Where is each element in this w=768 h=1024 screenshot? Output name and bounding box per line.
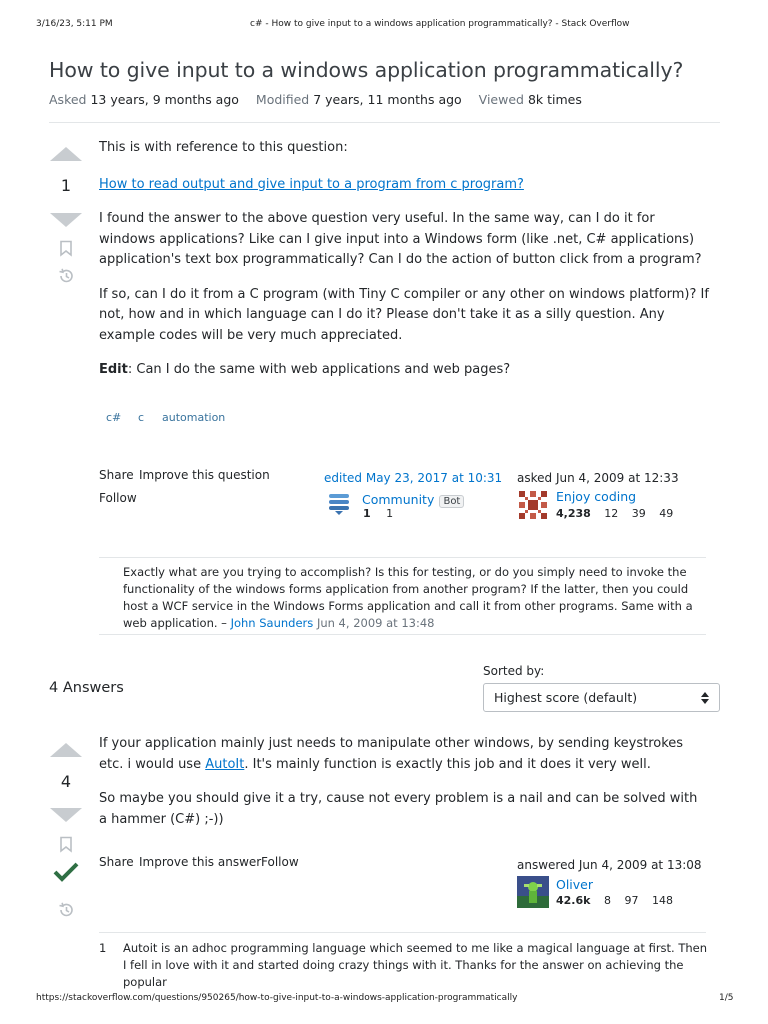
editor-name-link[interactable]: Community xyxy=(362,492,435,507)
print-page-number: 1/5 xyxy=(719,993,734,1003)
history-icon[interactable] xyxy=(57,267,75,285)
autoit-link[interactable]: AutoIt xyxy=(205,756,245,772)
answer-upvote-arrow-icon[interactable] xyxy=(50,743,82,757)
sort-selected-value: Highest score (default) xyxy=(494,690,638,705)
asker-silver-count: 39 xyxy=(631,507,646,520)
answer-text: . It's mainly function is exactly this job and it does it very well. xyxy=(244,756,651,772)
editor-reputation xyxy=(363,507,393,520)
question-title[interactable]: How to give input to a windows application programmatically? xyxy=(49,58,684,82)
answers-count: 4 Answers xyxy=(49,680,124,696)
answer-comment: Autoit is an adhoc programming language which seemed to me like a magical language at first. Then I fell in love with it and started doing crazy things with it. Thanks for the answer on achieving the popular xyxy=(123,941,708,989)
answerer-rep-score: 42.6k xyxy=(556,894,591,907)
referenced-question-link[interactable]: How to read output and give input to a program from c program? xyxy=(99,176,524,192)
question-edit-note xyxy=(99,360,714,381)
question-paragraph: If so, can I do it from a C program (with Tiny C compiler or any other on windows platform)? If not, how and in which language can I do it? Please don't take it as a silly question. Any example codes will be very much appreciated. xyxy=(99,286,709,343)
print-url: https://stackoverflow.com/questions/950265/how-to-give-input-to-a-windows-application-programmatically xyxy=(36,993,518,1003)
answerer-silver-count: 97 xyxy=(624,894,639,907)
downvote-arrow-icon[interactable] xyxy=(50,213,82,227)
answer-history-icon[interactable] xyxy=(57,901,75,919)
question-paragraph: This is with reference to this question: xyxy=(99,140,348,155)
answerer-name-link[interactable]: Oliver xyxy=(556,877,594,892)
print-page-title: c# - How to give input to a windows application programmatically? - Stack Overflow xyxy=(250,19,630,29)
comment-author-link[interactable]: John Saunders xyxy=(230,616,314,630)
answerer-gold-count: 8 xyxy=(603,894,611,907)
accepted-checkmark-icon xyxy=(53,861,79,883)
viewed-value: 8k times xyxy=(527,92,582,107)
asked-timestamp: asked Jun 4, 2009 at 12:33 xyxy=(517,471,679,485)
viewed-label: Viewed xyxy=(478,92,524,107)
follow-link[interactable]: Follow xyxy=(99,491,137,505)
edit-label: Edit xyxy=(99,362,128,377)
asker-gold-count: 12 xyxy=(604,507,619,520)
comment-date: Jun 4, 2009 at 13:48 xyxy=(316,616,435,630)
improve-question-link[interactable]: Improve this question xyxy=(139,468,270,482)
print-datetime: 3/16/23, 5:11 PM xyxy=(36,19,113,29)
answer-vote-count: 4 xyxy=(60,772,72,791)
answer-paragraph xyxy=(99,734,709,775)
answerer-reputation xyxy=(556,894,673,907)
sort-select[interactable] xyxy=(483,683,720,712)
edit-text: : Can I do the same with web applications and web pages? xyxy=(127,362,511,377)
modified-label: Modified xyxy=(255,92,310,107)
comment-text: Exactly what are you trying to accomplish? Is this for testing, or do you simply need to invoke the functionality of the windows forms application from another program? If the latter, then you could host a WCF service in the Windows Forms application and call it from other programs. Same with a web application. – xyxy=(123,565,693,630)
answer-follow-link[interactable]: Follow xyxy=(261,855,299,869)
answer-downvote-arrow-icon[interactable] xyxy=(50,808,82,822)
answer-share-link[interactable]: Share xyxy=(99,855,134,869)
upvote-arrow-icon[interactable] xyxy=(50,147,82,161)
edited-timestamp[interactable]: edited May 23, 2017 at 10:31 xyxy=(324,471,503,485)
question-comment xyxy=(123,564,708,632)
sort-label: Sorted by: xyxy=(483,664,545,678)
bookmark-icon[interactable] xyxy=(59,240,73,257)
oliver-avatar[interactable] xyxy=(517,876,549,908)
tag-c[interactable]: c xyxy=(138,411,145,424)
tag-automation[interactable]: automation xyxy=(162,411,226,424)
community-avatar[interactable] xyxy=(328,492,350,516)
editor-bronze-count: 1 xyxy=(386,507,394,520)
question-paragraph: I found the answer to the above question very useful. In the same way, can I do it for windows applications? Like can I give input into a Windows form (like .net, C# applications) application's text box programmatically? Can I do the action of button click from a program? xyxy=(99,211,702,267)
comment-divider xyxy=(99,634,706,635)
bot-badge: Bot xyxy=(439,495,464,508)
comment-divider xyxy=(99,557,706,558)
title-divider xyxy=(49,122,720,123)
answer-comment-divider xyxy=(99,932,706,933)
answer-comment-votes: 1 xyxy=(99,941,107,955)
question-meta xyxy=(49,92,595,107)
modified-value[interactable]: 7 years, 11 months ago xyxy=(313,92,462,107)
answer-paragraph: So maybe you should give it a try, cause not every problem is a nail and can be solved with a hammer (C#) ;-)) xyxy=(99,791,698,827)
select-caret-icon xyxy=(701,692,709,704)
question-vote-count: 1 xyxy=(60,176,72,195)
asker-bronze-count: 49 xyxy=(659,507,674,520)
answered-timestamp: answered Jun 4, 2009 at 13:08 xyxy=(517,858,702,872)
answer-bookmark-icon[interactable] xyxy=(59,836,73,853)
asked-label: Asked xyxy=(49,92,87,107)
question-body xyxy=(99,138,714,395)
enjoy-coding-avatar[interactable] xyxy=(517,489,549,521)
share-link[interactable]: Share xyxy=(99,468,134,482)
asker-name-link[interactable]: Enjoy coding xyxy=(556,489,637,504)
tag-csharp[interactable]: c# xyxy=(106,411,122,424)
answer-text: If your application mainly just needs to manipulate other windows, by sending keystrokes etc. i would use xyxy=(99,736,684,772)
improve-answer-link[interactable]: Improve this answer xyxy=(139,855,262,869)
asked-value: 13 years, 9 months ago xyxy=(90,92,239,107)
asker-rep-score: 4,238 xyxy=(556,507,591,520)
asker-reputation xyxy=(556,507,673,520)
answerer-bronze-count: 148 xyxy=(651,894,673,907)
answer-body xyxy=(99,734,709,844)
editor-name-row xyxy=(362,489,464,508)
editor-rep-score: 1 xyxy=(363,507,371,520)
